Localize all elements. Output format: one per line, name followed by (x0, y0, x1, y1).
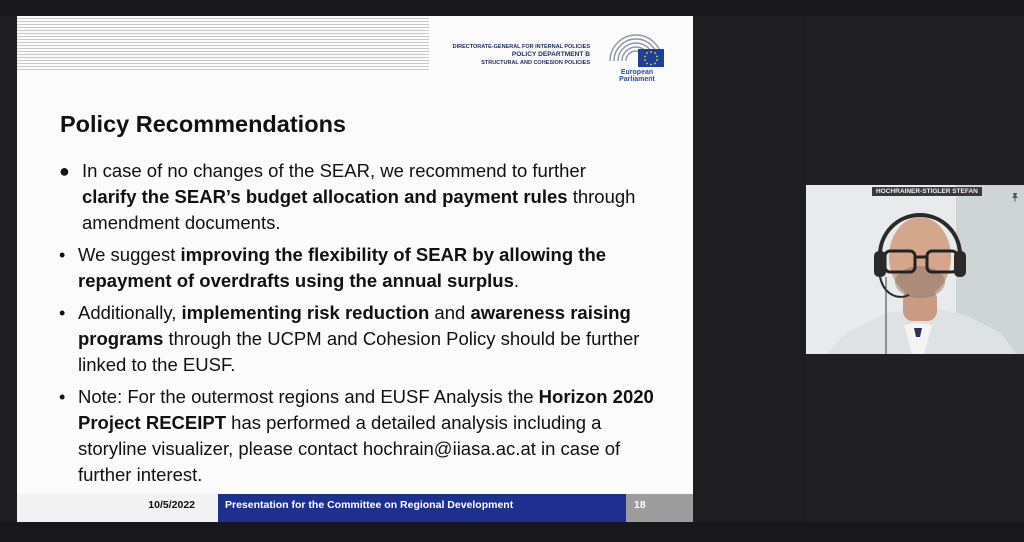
bullet-item (57, 242, 657, 294)
presentation-slide (17, 16, 693, 522)
footer-presentation-title: Presentation for the Committee on Regional Development (218, 494, 626, 522)
slide-footer (17, 494, 693, 522)
bullet-emphasis: clarify the SEAR’s budget allocation and payment rules (82, 186, 568, 207)
bullet-dot-icon: • (59, 303, 66, 323)
bullet-text: Note: For the outermost regions and EUSF Analysis the (78, 386, 539, 407)
bullet-text: and (429, 302, 471, 323)
bottom-bar (0, 522, 1024, 542)
bullet-emphasis: implementing risk reduction (181, 302, 430, 323)
bullet-text: through the UCPM and Cohesion Policy should be further linked to the EUSF. (78, 328, 640, 375)
slide-title: Policy Recommendations (60, 111, 346, 137)
bullet-emphasis: improving the flexibility of SEAR by allowing the repayment of overdrafts using the annual surplus (78, 244, 607, 291)
participant-name-label: HOCHRAINER-STIGLER STEFAN (872, 187, 982, 196)
bullet-emphasis: awareness raising programs (78, 302, 631, 349)
participant-video-tile[interactable] (806, 185, 1024, 354)
bullet-text: In case of no changes of the SEAR, we recommend to further (82, 160, 586, 181)
slide-date: 10/5/2022 (17, 494, 218, 522)
participant-video-image (806, 185, 1024, 354)
bullet-dot-icon: ● (59, 161, 70, 181)
bullet-dot-icon: • (59, 387, 66, 407)
directorate-label: DIRECTORATE-GENERAL FOR INTERNAL POLICIES (452, 44, 590, 50)
department-label: POLICY DEPARTMENT B (511, 51, 590, 58)
slide-header-text (442, 43, 590, 67)
bullet-text: Additionally, (78, 302, 182, 323)
header-lines-decoration (17, 18, 429, 72)
slide-page-number: 18 (626, 494, 693, 522)
bullet-text: We suggest (78, 244, 181, 265)
bullet-text: . (513, 270, 520, 291)
bullet-emphasis: Horizon 2020 Project RECEIPT (78, 386, 654, 433)
top-bar (0, 0, 1024, 16)
european-parliament-label: European Parliament (619, 69, 655, 83)
bullet-text: through amendment documents. (82, 186, 636, 233)
bullet-item (57, 384, 657, 488)
pin-icon[interactable] (1010, 192, 1020, 202)
department-subtitle: STRUCTURAL AND COHESION POLICIES (481, 60, 590, 66)
bullet-text: has performed a detailed analysis including a storyline visualizer, please contact hochrain@iiasa.ac.at in case of further interest. (78, 412, 621, 485)
bullet-item (57, 300, 657, 378)
bullet-dot-icon: • (59, 245, 66, 265)
recommendations-list (57, 158, 657, 494)
bullet-item (57, 158, 657, 236)
